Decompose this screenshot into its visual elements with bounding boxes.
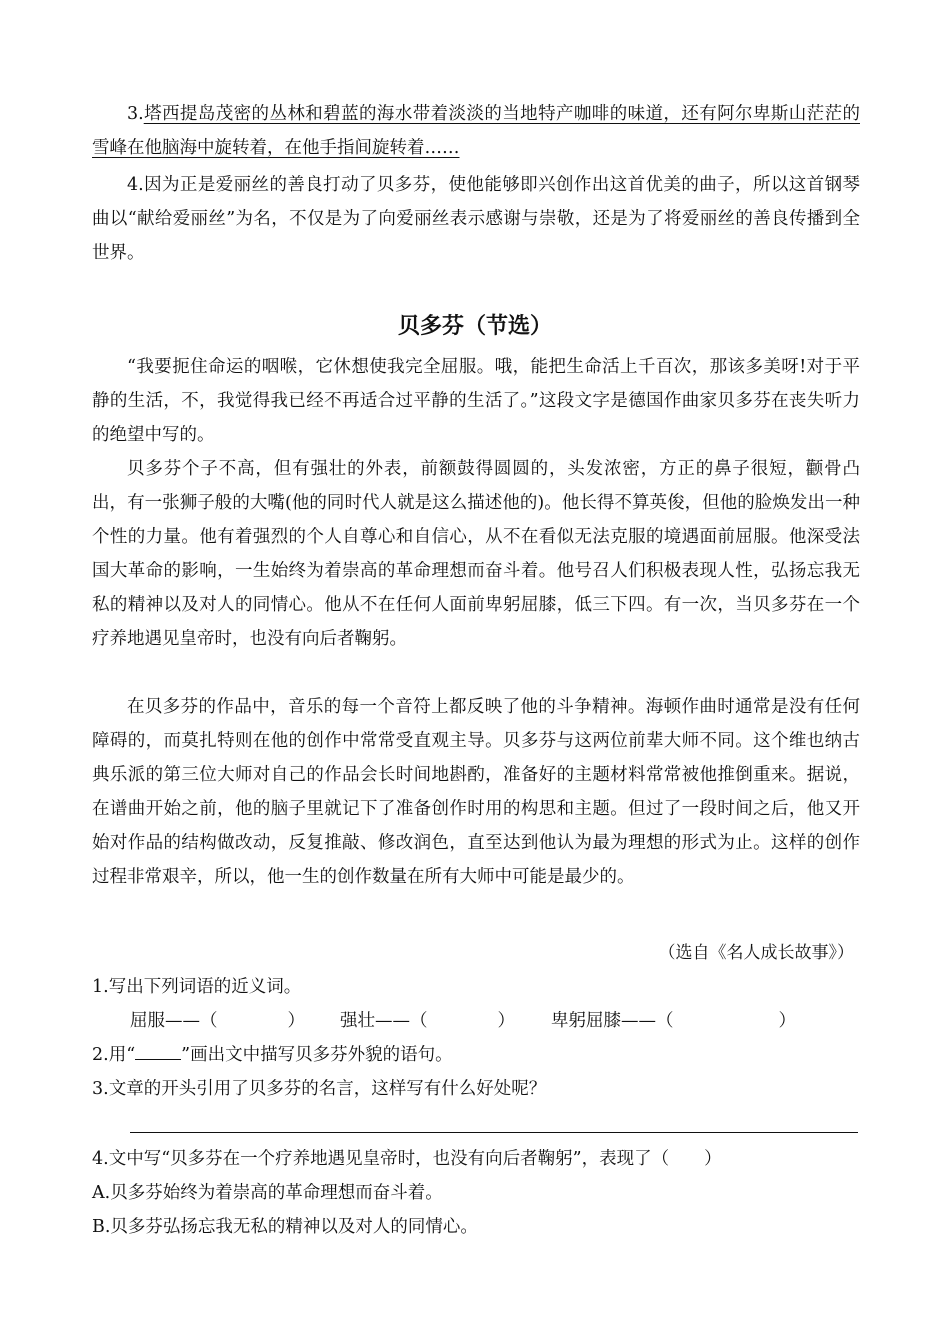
question-4-option-a: A.贝多芬始终为着崇高的革命理想而奋斗着。 (92, 1183, 443, 1203)
synonym-item-1: 屈服——（ ） (130, 1011, 305, 1031)
answer-line (130, 1132, 858, 1133)
article-source: （选自《名人成长故事》） (658, 943, 854, 963)
question-2: 2.用“ ”画出文中描写贝多芬外貌的语句。 (92, 1045, 453, 1065)
answer-4: 4.因为正是爱丽丝的善良打动了贝多芬，使他能够即兴创作出这首优美的曲子，所以这首钢琴曲以“献给爱丽丝”为名，不仅是为了向爱丽丝表示感谢与崇敬，还是为了将爱丽丝的善良传播到全世界。 (92, 175, 860, 263)
question-4-option-b: B.贝多芬弘扬忘我无私的精神以及对人的同情心。 (92, 1217, 478, 1237)
article-paragraph-1: “我要扼住命运的咽喉，它休想使我完全屈服。哦，能把生命活上千百次，那该多美呀!对于平静的生活，不，我觉得我已经不再适合过平静的生活了。”这段文字是德国作曲家贝多芬在丧失听力的绝望中写的。 (92, 357, 860, 445)
article-paragraph-2: 贝多芬个子不高，但有强壮的外表，前额鼓得圆圆的，头发浓密，方正的鼻子很短，颧骨凸出，有一张狮子般的大嘴(他的同时代人就是这么描述他的)。他长得不算英俊，但他的脸焕发出一种个性的力量。他有着强烈的个人自尊心和自信心，从不在看似无法克服的境遇面前屈服。他深受法国大革命的影响，一生始终为着崇高的革命理想而奋斗着。他号召人们积极表现人性，弘扬忘我无私的精神以及对人的同情心。他从不在任何人面前卑躬屈膝，低三下四。有一次，当贝多芬在一个疗养地遇见皇帝时，也没有向后者鞠躬。 (92, 459, 860, 649)
synonym-item-3: 卑躬屈膝——（ ） (551, 1011, 796, 1031)
synonym-item-2: 强壮——（ ） (340, 1011, 515, 1031)
article-paragraph-3: 在贝多芬的作品中，音乐的每一个音符上都反映了他的斗争精神。海顿作曲时通常是没有任何障碍的，而莫扎特则在他的创作中常常受直观主导。贝多芬与这两位前辈大师不同。这个维也纳古典乐派的第三位大师对自己的作品会长时间地斟酌，准备好的主题材料常常被他推倒重来。据说，在谱曲开始之前，他的脑子里就记下了准备创作时用的构思和主题。但过了一段时间之后，他又开始对作品的结构做改动，反复推敲、修改润色，直至达到他认为最为理想的形式为止。这样的创作过程非常艰辛，所以，他一生的创作数量在所有大师中可能是最少的。 (92, 697, 860, 887)
question-1: 1.写出下列词语的近义词。 (92, 977, 302, 997)
underline-mark (135, 1043, 181, 1060)
question-4: 4.文中写“贝多芬在一个疗养地遇见皇帝时，也没有向后者鞠躬”，表现了（ ） (92, 1149, 722, 1169)
question-3: 3.文章的开头引用了贝多芬的名言，这样写有什么好处呢？ (92, 1079, 547, 1099)
answer-3-number: 3. (127, 104, 144, 124)
article-title: 贝多芬（节选） (397, 314, 552, 339)
answer-3 (92, 97, 860, 165)
answer-3-underlined-text: 塔西提岛茂密的丛林和碧蓝的海水带着淡淡的当地特产咖啡的味道，还有阿尔卑斯山茫茫的雪峰在他脑海中旋转着，在他手指间旋转着…… (92, 104, 860, 158)
